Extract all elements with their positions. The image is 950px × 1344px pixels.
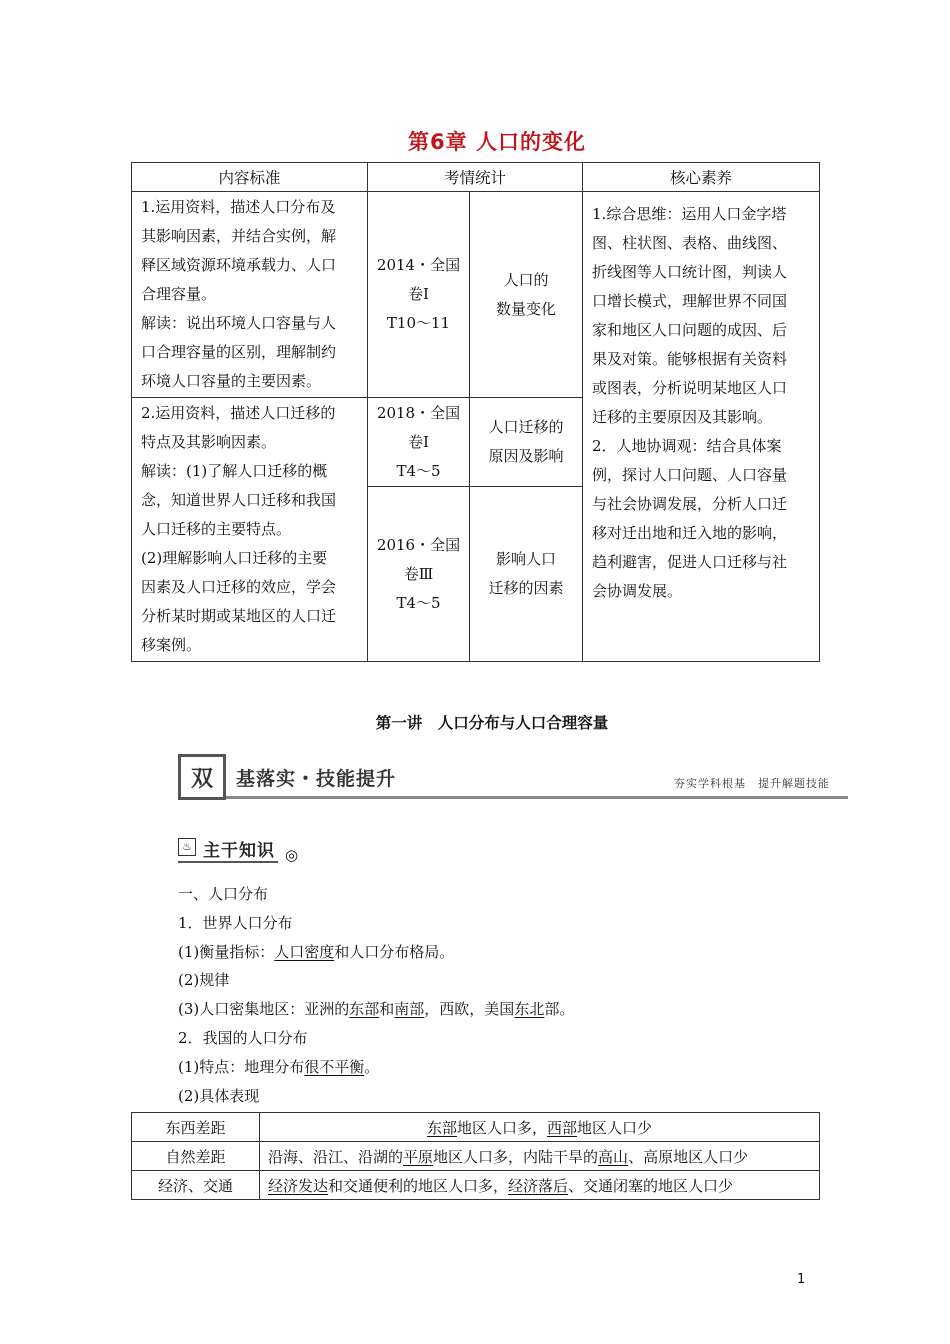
answer-underlined: 很不平衡 — [304, 1057, 365, 1076]
body-line: 一、人口分布 — [178, 885, 269, 903]
row-value: 东部地区人口多，西部地区人口少 — [260, 1113, 820, 1142]
body-text — [178, 880, 818, 1110]
row-value: 沿海、沿江、沿湖的平原地区人口多，内陆干旱的高山、高原地区人口少 — [260, 1142, 820, 1171]
header-content-standard: 内容标准 — [132, 163, 368, 192]
lecture-title: 第一讲 人口分布与人口合理容量 — [375, 714, 609, 732]
topic-cell-1: 人口的 数量变化 — [470, 192, 583, 398]
row-key: 东西差距 — [132, 1113, 260, 1142]
header-exam-stats: 考情统计 — [368, 163, 583, 192]
banner-main-text: 基落实・技能提升 — [236, 768, 397, 790]
distribution-table — [131, 1112, 820, 1200]
content-standard-1: 1.运用资料，描述人口分布及 其影响因素，并结合实例，解 释区域资源环境承载力、人口 合理容量。 解读：说出环境人口容量与人 口合理容量的区别，理解制约 环境人口容量的主要因素。 — [132, 192, 368, 398]
banner-rule — [226, 796, 848, 799]
table-row — [132, 1171, 820, 1200]
exam-cell-2: 2018・全国 卷Ⅰ T4～5 — [368, 398, 470, 487]
section-title: 主干知识 — [203, 841, 275, 861]
chapter-title: 第6章 人口的变化 — [408, 130, 586, 154]
topic-cell-2: 人口迁移的 原因及影响 — [470, 398, 583, 487]
table-row — [132, 1142, 820, 1171]
exam-cell-3: 2016・全国 卷Ⅲ T4～5 — [368, 487, 470, 662]
page-number: 1 — [797, 1272, 806, 1287]
knowledge-icon: ♨ — [178, 838, 196, 856]
section-underline — [178, 861, 278, 863]
body-line: 2．我国的人口分布 — [178, 1028, 308, 1047]
topic-cell-3: 影响人口 迁移的因素 — [470, 487, 583, 662]
body-line: (1)特点：地理分布很不平衡。 — [178, 1057, 380, 1076]
answer-underlined: 人口密度 — [274, 942, 335, 961]
body-line: 1．世界人口分布 — [178, 913, 293, 932]
banner-sub-text: 夯实学科根基 提升解题技能 — [674, 777, 830, 790]
core-literacy-cell: 1.综合思维：运用人口金字塔 图、柱状图、表格、曲线图、 折线图等人口统计图，判读人 口增长模式，理解世界不同国 家和地区人口问题的成因、后 果及对策。能够根据有关资料 或图表，分析说明某地区人口 迁移的主要原因及其影响。 2．人地协调观：结合具体案 例，探讨人口问题、人口容量 与社会协调发展，分析人口迁 移对迁出地和迁入地的影响， 趋利避害，促进人口迁移与社 会协调发展。 — [583, 192, 820, 662]
double-circle-mark: ◎ — [285, 846, 299, 864]
body-line: (2)规律 — [178, 971, 230, 990]
row-value: 经济发达和交通便利的地区人口多，经济落后、交通闭塞的地区人口少 — [260, 1171, 820, 1200]
answer-underlined: 南部 — [394, 1000, 425, 1019]
table-row — [132, 1113, 820, 1142]
section-heading — [178, 836, 318, 868]
banner-box-char: 双 — [178, 754, 226, 800]
content-standard-2: 2.运用资料，描述人口迁移的 特点及其影响因素。 解读：(1)了解人口迁移的概 念，知道世界人口迁移和我国 人口迁移的主要特点。 (2)理解影响人口迁移的主要 因素及人口迁移的效应，学会 分析某时期或某地区的人口迁 移案例。 — [132, 398, 368, 662]
standards-table — [131, 162, 820, 662]
row-key: 自然差距 — [132, 1142, 260, 1171]
answer-underlined: 东北 — [514, 1000, 545, 1019]
row-key: 经济、交通 — [132, 1171, 260, 1200]
exam-cell-1: 2014・全国 卷Ⅰ T10～11 — [368, 192, 470, 398]
body-line: (2)具体表现 — [178, 1086, 260, 1105]
section-banner — [178, 754, 848, 804]
body-line: (1)衡量指标：人口密度和人口分布格局。 — [178, 942, 455, 961]
body-line: (3)人口密集地区：亚洲的东部和南部，西欧，美国东北部。 — [178, 1000, 575, 1019]
answer-underlined: 东部 — [349, 1000, 380, 1019]
header-core-literacy: 核心素养 — [583, 163, 820, 192]
